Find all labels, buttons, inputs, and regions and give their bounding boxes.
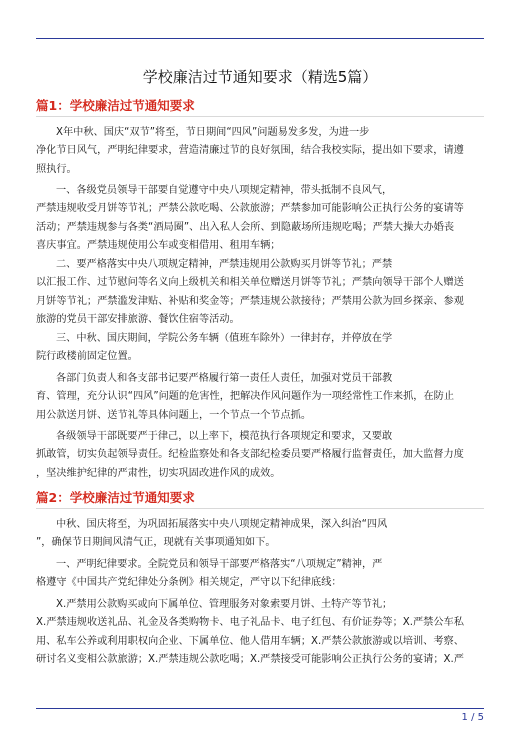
section-1-paragraph-3: [36, 256, 480, 330]
document-title: 学校廉洁过节通知要求（精选5篇）: [142, 68, 378, 86]
text-line: 育、管理，充分认识“四风”问题的危害性，把解决作风问题作为一项经常性工作来抓，在防止: [36, 391, 455, 403]
text-line: X.严禁用公款购买或向下属单位、管理服务对象索要月饼、土特产等节礼；: [56, 599, 393, 610]
text-line: 研讨名义变相公款旅游；X.严禁违规公款吃喝；X.严禁接受可能影响公正执行公务的宴请；X.严: [36, 654, 464, 666]
text-line: 一、各级党员领导干部要自觉遵守中央八项规定精神，带头抵制不良风气，: [56, 185, 393, 196]
text-line: ，坚决维护纪律的严肃性，切实巩固改进作风的成效。: [36, 467, 281, 479]
text-line: 三、中秋、国庆期间，学院公务车辆（值班车除外）一律封存，并停放在学: [56, 333, 393, 344]
section-1-paragraph-1: [36, 124, 480, 179]
text-line: ”，确保节日期间风清气正，现就有关事项通知如下。: [36, 537, 276, 549]
page-number: 1 / 5: [461, 712, 484, 723]
text-line: 各部门负责人和各支部书记要严格履行第一责任人责任，加强对党员干部教: [56, 373, 393, 384]
section-1-heading: 篇1：学校廉洁过节通知要求: [36, 98, 195, 113]
section-1-divider: [36, 116, 484, 117]
text-line: 格遵守《中国共产党纪律处分条例》相关规定，严守以下纪律底线：: [36, 577, 342, 589]
footer-rule: [36, 708, 484, 709]
text-line: 旅游的党员干部安排旅游、餐饮住宿等活动。: [36, 314, 240, 326]
section-1-paragraph-6: [36, 428, 480, 483]
text-line: 中秋、国庆将至，为巩固拓展落实中央八项规定精神成果，深入纠治“四风: [56, 519, 388, 530]
section-1-paragraph-4: [36, 330, 480, 367]
text-line: X年中秋、国庆“双节”将至，节日期间“四风”问题易发多发，为进一步: [56, 127, 370, 138]
section-2-paragraph-2: [36, 556, 480, 593]
text-line: 月饼等节礼；严禁滥发津贴、补贴和奖金等；严禁违规公款接待；严禁用公款为回乡探亲、参观: [36, 295, 464, 307]
text-line: 用、私车公养或利用职权向企业、下属单位、他人借用车辆；X.严禁公款旅游或以培训、考察、: [36, 635, 464, 647]
text-line: 净化节日风气，严明纪律要求，营造清廉过节的良好氛围，结合我校实际，提出如下要求，请遵: [36, 145, 464, 157]
text-line: 活动；严禁违规参与各类“酒局圈”、出入私人会所、到隐蔽场所违规吃喝；严禁大操大办婚丧: [36, 221, 455, 233]
text-line: 以汇报工作、过节慰问等名义向上级机关和相关单位赠送月饼等节礼；严禁向领导干部个人赠送: [36, 277, 464, 289]
section-1-paragraph-2: [36, 182, 480, 256]
header-rule: [36, 38, 484, 39]
section-2-paragraph-1: [36, 516, 480, 553]
text-line: 照执行。: [36, 163, 77, 175]
section-1-paragraph-5: [36, 370, 480, 425]
text-line: 用公款送月饼、送节礼等具体问题上，一个节点一个节点抓。: [36, 409, 312, 421]
text-line: 喜庆事宜。严禁违规使用公车或变相借用、租用车辆；: [36, 240, 281, 252]
text-line: 严禁违规收受月饼等节礼；严禁公款吃喝、公款旅游；严禁参加可能影响公正执行公务的宴请等: [36, 203, 464, 215]
section-2-paragraph-3: [36, 596, 480, 670]
text-line: X.严禁违规收送礼品、礼金及各类购物卡、电子礼品卡、电子红包、有价证券等；X.严禁公车私: [36, 617, 464, 629]
text-line: 抓敢管，切实负起领导责任。纪检监察处和各支部纪检委员要严格履行监督责任，加大监督力度: [36, 449, 464, 461]
text-line: 一、严明纪律要求。全院党员和领导干部要严格落实“八项规定”精神，严: [56, 559, 383, 570]
section-2-divider: [36, 508, 484, 509]
text-line: 院行政楼前固定位置。: [36, 351, 138, 363]
section-2-heading: 篇2：学校廉洁过节通知要求: [36, 490, 195, 505]
text-line: 各级领导干部既要严于律己，以上率下，模范执行各项规定和要求，又要敢: [56, 431, 393, 442]
text-line: 二、要严格落实中央八项规定精神，严禁违规用公款购买月饼等节礼；严禁: [56, 259, 393, 270]
